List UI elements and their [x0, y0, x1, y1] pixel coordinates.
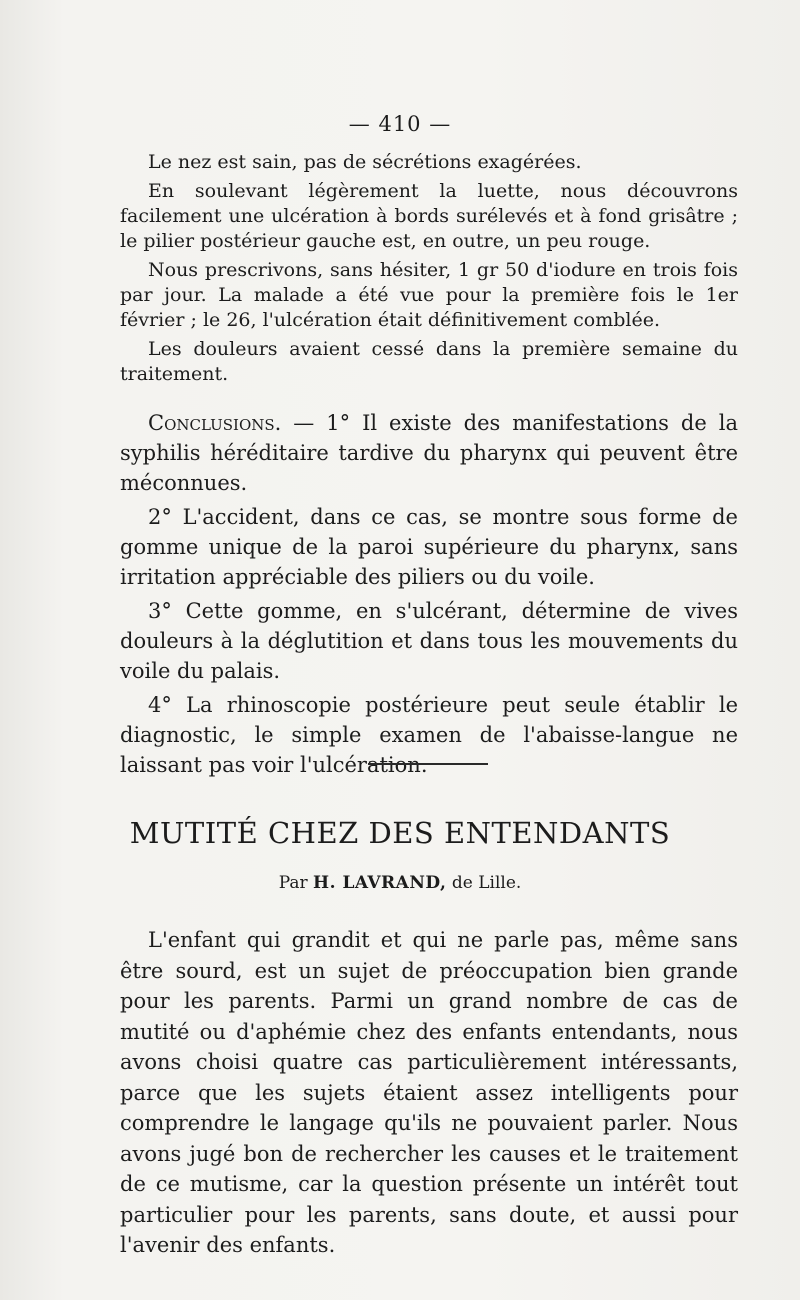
- byline-prefix: Par: [278, 873, 308, 893]
- byline-suffix: de Lille.: [446, 873, 522, 893]
- page-number: — 410 —: [348, 112, 452, 136]
- conclusion-1: [120, 408, 738, 498]
- article-paragraph: L'enfant qui grandit et qui ne parle pas, même sans être sourd, est un sujet de préoccupation bien grande pour les parents. Parmi un grand nombre de cas de mutité ou d'aphémie chez des enfants entendants, nous avons choisi quatre cas particulièrement intéressants, parce que les sujets étaient assez intelligents pour comprendre le langage qu'ils ne pouvaient parler. Nous avons jugé bon de rechercher les causes et le traitement de ce mutisme, car la question présente un intérêt tout particulier pour les parents, sans doute, et aussi pour l'avenir des enfants.: [120, 928, 738, 1257]
- article-title: MUTITÉ CHEZ DES ENTENDANTS: [129, 816, 671, 850]
- article-body: [120, 925, 738, 1261]
- case-report-section: [120, 150, 738, 391]
- conclusion-4: 4° La rhinoscopie postérieure peut seule établir le diagnostic, le simple examen de l'abaisse-langue ne laissant pas voir l'ulcération.: [120, 693, 738, 777]
- paragraph-ulceration: En soulevant légèrement la luette, nous découvrons facilement une ulcération à bords surélevés et à fond grisâtre ; le pilier postérieur gauche est, en outre, un peu rouge.: [120, 180, 738, 252]
- conclusion-3: 3° Cette gomme, en s'ulcérant, détermine de vives douleurs à la déglutition et dans tous les mouvements du voile du palais.: [120, 599, 738, 683]
- conclusion-2: 2° L'accident, dans ce cas, se montre sous forme de gomme unique de la paroi supérieure du pharynx, sans irritation appréciable des piliers ou du voile.: [120, 505, 738, 589]
- paragraph-prescription: Nous prescrivons, sans hésiter, 1 gr 50 d'iodure en trois fois par jour. La malade a été vue pour la première fois le 1er février ; le 26, l'ulcération était définitivement comblée.: [120, 259, 738, 331]
- conclusion-1-text: — 1° Il existe des manifestations de la syphilis héréditaire tardive du pharynx qui peuvent être méconnues.: [120, 411, 738, 495]
- paragraph-pain: Les douleurs avaient cessé dans la première semaine du traitement.: [120, 338, 738, 385]
- article-byline: [0, 873, 800, 893]
- conclusions-heading: Conclusions.: [148, 411, 282, 435]
- author-name: H. LAVRAND,: [313, 873, 447, 893]
- conclusions-section: [120, 408, 738, 784]
- section-divider: [368, 763, 488, 765]
- paragraph-nose: Le nez est sain, pas de sécrétions exagérées.: [148, 151, 582, 173]
